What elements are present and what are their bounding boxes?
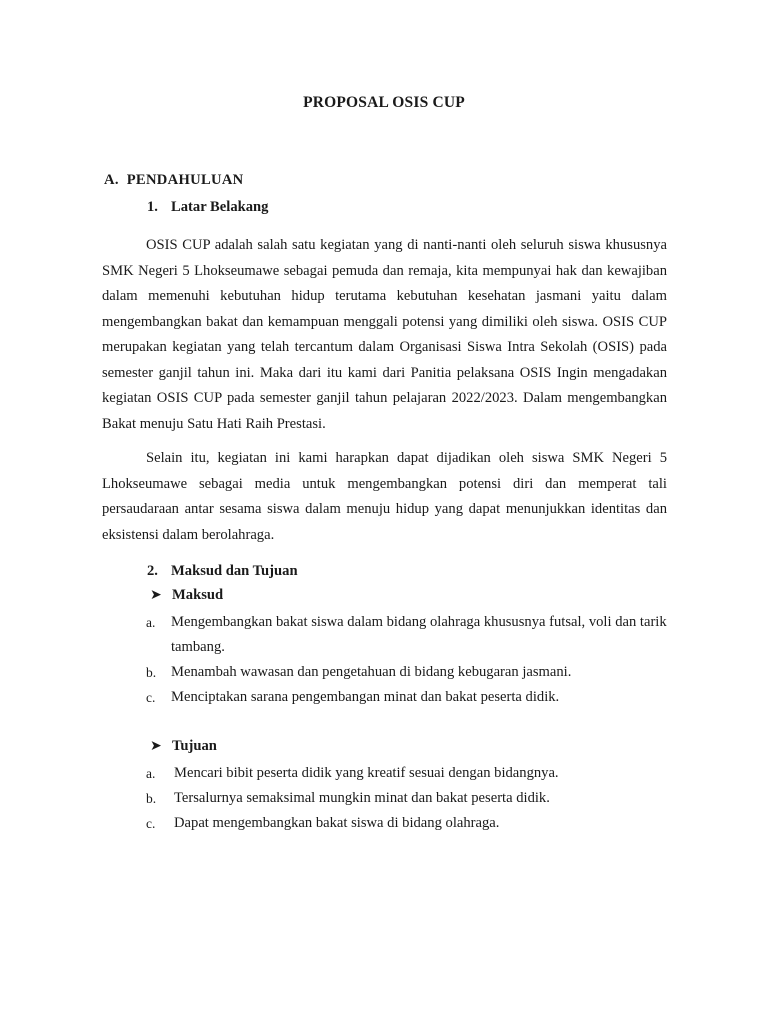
subheading-latar-belakang bbox=[147, 199, 268, 216]
section-marker: A. bbox=[104, 172, 119, 188]
list-marker: c. bbox=[146, 816, 156, 831]
list-item bbox=[146, 685, 668, 710]
arrow-bullet-icon: ➤ bbox=[150, 738, 162, 754]
list-item-text: Mengembangkan bakat siswa dalam bidang olahraga khususnya futsal, voli dan tarik tambang. bbox=[171, 614, 667, 655]
list-item-text: Dapat mengembangkan bakat siswa di bidang olahraga. bbox=[174, 815, 500, 831]
list-marker: b. bbox=[146, 665, 157, 680]
list-item-text: Mencari bibit peserta didik yang kreatif sesuai dengan bidangnya. bbox=[174, 765, 559, 781]
document-title: PROPOSAL OSIS CUP bbox=[303, 94, 465, 111]
list-item bbox=[146, 660, 668, 685]
list-marker: b. bbox=[146, 791, 157, 806]
subheading-maksud-tujuan bbox=[147, 563, 298, 580]
list-marker: c. bbox=[146, 690, 156, 705]
list-item-text: Tersalurnya semaksimal mungkin minat dan bakat peserta didik. bbox=[174, 790, 550, 806]
maksud-heading bbox=[150, 587, 223, 604]
list-item-text: Menambah wawasan dan pengetahuan di bidang kebugaran jasmani. bbox=[171, 664, 572, 680]
list-marker: a. bbox=[146, 615, 156, 630]
subheading-number: 2. bbox=[147, 563, 158, 579]
list-item bbox=[146, 761, 668, 786]
section-heading-pendahuluan bbox=[104, 172, 244, 189]
subheading-title: Latar Belakang bbox=[171, 199, 269, 215]
list-item bbox=[146, 811, 668, 836]
list-item bbox=[146, 786, 668, 811]
tujuan-title: Tujuan bbox=[172, 738, 217, 754]
section-title: PENDAHULUAN bbox=[126, 172, 244, 188]
subheading-title: Maksud dan Tujuan bbox=[171, 563, 298, 579]
subheading-number: 1. bbox=[147, 199, 158, 215]
arrow-bullet-icon: ➤ bbox=[150, 587, 162, 603]
tujuan-heading bbox=[150, 738, 217, 755]
list-marker: a. bbox=[146, 766, 156, 781]
list-item-text: Menciptakan sarana pengembangan minat dan bakat peserta didik. bbox=[171, 689, 560, 705]
list-item bbox=[146, 610, 668, 660]
paragraph-latar-belakang-2: Selain itu, kegiatan ini kami harapkan dapat dijadikan oleh siswa SMK Negeri 5 Lhokseumawe sebagai media untuk mengembangkan potensi diri dan memperat tali persaudaraan antar sesama siswa dalam menuju hidup yang dapat menunjukkan identitas dan eksistensi dalam berolahraga. bbox=[102, 450, 667, 543]
maksud-title: Maksud bbox=[172, 587, 224, 603]
paragraph-latar-belakang-1: OSIS CUP adalah salah satu kegiatan yang di nanti-nanti oleh seluruh siswa khususnya SMK Negeri 5 Lhokseumawe sebagai pemuda dan remaja, kita mempunyai hak dan kewajiban dalam memenuhi kebutuhan hidup terutama kebutuhan kesehatan jasmani yaitu dalam mengembangkan bakat dan kemampuan menggali potensi yang dimiliki oleh siswa. OSIS CUP merupakan kegiatan yang telah tercantum dalam Organisasi Siswa Intra Sekolah (OSIS) pada semester ganjil tahun ini. Maka dari itu kami dari Panitia pelaksana OSIS Ingin mengadakan kegiatan OSIS CUP pada semester ganjil tahun pelajaran 2022/2023. Dalam mengembangkan Bakat menuju Satu Hati Raih Prestasi. bbox=[102, 237, 667, 432]
